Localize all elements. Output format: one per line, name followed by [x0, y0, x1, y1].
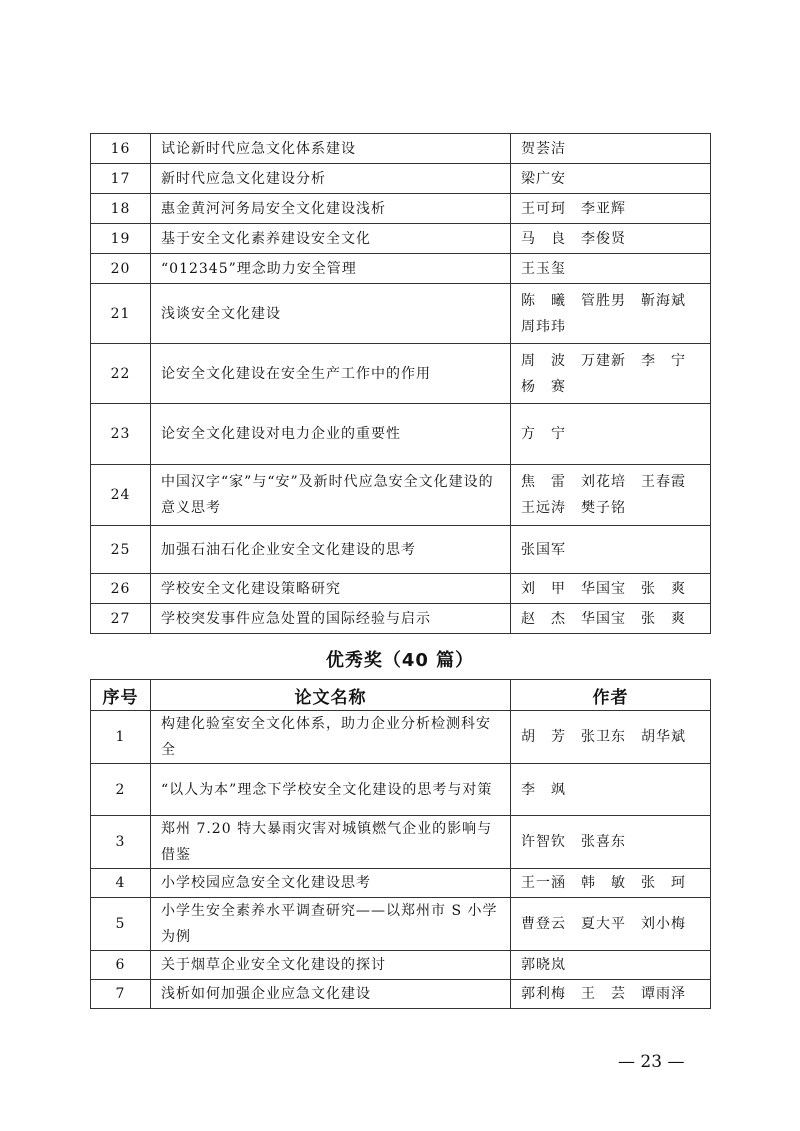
table-row — [91, 134, 711, 164]
paper-title: 关于烟草企业安全文化建设的探讨 — [151, 951, 511, 980]
row-number: 1 — [91, 711, 151, 764]
table-header-row — [91, 680, 711, 711]
row-number: 16 — [91, 134, 151, 164]
row-number: 5 — [91, 898, 151, 951]
header-title: 论文名称 — [151, 680, 511, 711]
authors: 陈 曦 管胜男 靳海斌 周玮玮 — [511, 284, 711, 344]
paper-title: 论安全文化建设对电力企业的重要性 — [151, 404, 511, 465]
authors: 马 良 李俊贤 — [511, 224, 711, 254]
table-row — [91, 980, 711, 1009]
table-row — [91, 526, 711, 574]
paper-title: 学校安全文化建设策略研究 — [151, 574, 511, 604]
row-number: 18 — [91, 194, 151, 224]
row-number: 6 — [91, 951, 151, 980]
paper-title: 基于安全文化素养建设安全文化 — [151, 224, 511, 254]
authors: 曹登云 夏大平 刘小梅 — [511, 898, 711, 951]
authors: 郭晓岚 — [511, 951, 711, 980]
row-number: 22 — [91, 344, 151, 404]
paper-title: 试论新时代应急文化体系建设 — [151, 134, 511, 164]
paper-title: 加强石油石化企业安全文化建设的思考 — [151, 526, 511, 574]
table-row — [91, 604, 711, 634]
paper-title: 小学生安全素养水平调查研究——以郑州市 S 小学为例 — [151, 898, 511, 951]
table-row — [91, 465, 711, 526]
section-heading: 优秀奖（40 篇） — [325, 650, 475, 671]
table-row — [91, 404, 711, 465]
table-row — [91, 816, 711, 869]
paper-title: “以人为本”理念下学校安全文化建设的思考与对策 — [151, 764, 511, 816]
table-row — [91, 764, 711, 816]
row-number: 26 — [91, 574, 151, 604]
authors: 王可珂 李亚辉 — [511, 194, 711, 224]
table-row — [91, 284, 711, 344]
paper-title: 新时代应急文化建设分析 — [151, 164, 511, 194]
table-row — [91, 194, 711, 224]
paper-title: 中国汉字“家”与“安”及新时代应急安全文化建设的意义思考 — [151, 465, 511, 526]
authors: 王一涵 韩 敏 张 珂 — [511, 869, 711, 898]
table-row — [91, 164, 711, 194]
authors: 贺荟洁 — [511, 134, 711, 164]
table-row — [91, 951, 711, 980]
authors: 许智钦 张喜东 — [511, 816, 711, 869]
row-number: 2 — [91, 764, 151, 816]
table-row — [91, 869, 711, 898]
row-number: 23 — [91, 404, 151, 465]
authors: 赵 杰 华国宝 张 爽 — [511, 604, 711, 634]
page-number: — 23 — — [618, 1052, 685, 1072]
authors: 张国军 — [511, 526, 711, 574]
paper-title: 浅谈安全文化建设 — [151, 284, 511, 344]
table-row — [91, 898, 711, 951]
authors: 王玉玺 — [511, 254, 711, 284]
table-row — [91, 254, 711, 284]
authors: 方 宁 — [511, 404, 711, 465]
paper-title: 惠金黄河河务局安全文化建设浅析 — [151, 194, 511, 224]
excellence-award-table — [90, 679, 711, 1009]
row-number: 25 — [91, 526, 151, 574]
authors: 郭利梅 王 芸 谭雨泽 — [511, 980, 711, 1009]
paper-title: 论安全文化建设在安全生产工作中的作用 — [151, 344, 511, 404]
paper-title: 构建化验室安全文化体系，助力企业分析检测科安全 — [151, 711, 511, 764]
row-number: 4 — [91, 869, 151, 898]
row-number: 21 — [91, 284, 151, 344]
row-number: 7 — [91, 980, 151, 1009]
authors: 刘 甲 华国宝 张 爽 — [511, 574, 711, 604]
table-row — [91, 574, 711, 604]
authors: 胡 芳 张卫东 胡华斌 — [511, 711, 711, 764]
authors: 李 飒 — [511, 764, 711, 816]
row-number: 24 — [91, 465, 151, 526]
table-row — [91, 344, 711, 404]
row-number: 3 — [91, 816, 151, 869]
header-authors: 作者 — [511, 680, 711, 711]
table-row — [91, 224, 711, 254]
row-number: 27 — [91, 604, 151, 634]
paper-title: 学校突发事件应急处置的国际经验与启示 — [151, 604, 511, 634]
authors: 周 波 万建新 李 宁 杨 赛 — [511, 344, 711, 404]
paper-title: 郑州 7.20 特大暴雨灾害对城镇燃气企业的影响与借鉴 — [151, 816, 511, 869]
paper-title: 浅析如何加强企业应急文化建设 — [151, 980, 511, 1009]
paper-title: “012345”理念助力安全管理 — [151, 254, 511, 284]
paper-title: 小学校园应急安全文化建设思考 — [151, 869, 511, 898]
award-table-continued — [90, 133, 711, 634]
authors: 梁广安 — [511, 164, 711, 194]
row-number: 17 — [91, 164, 151, 194]
row-number: 19 — [91, 224, 151, 254]
header-number: 序号 — [91, 680, 151, 711]
table-row — [91, 711, 711, 764]
authors: 焦 雷 刘花培 王春霞 王远涛 樊子铭 — [511, 465, 711, 526]
row-number: 20 — [91, 254, 151, 284]
